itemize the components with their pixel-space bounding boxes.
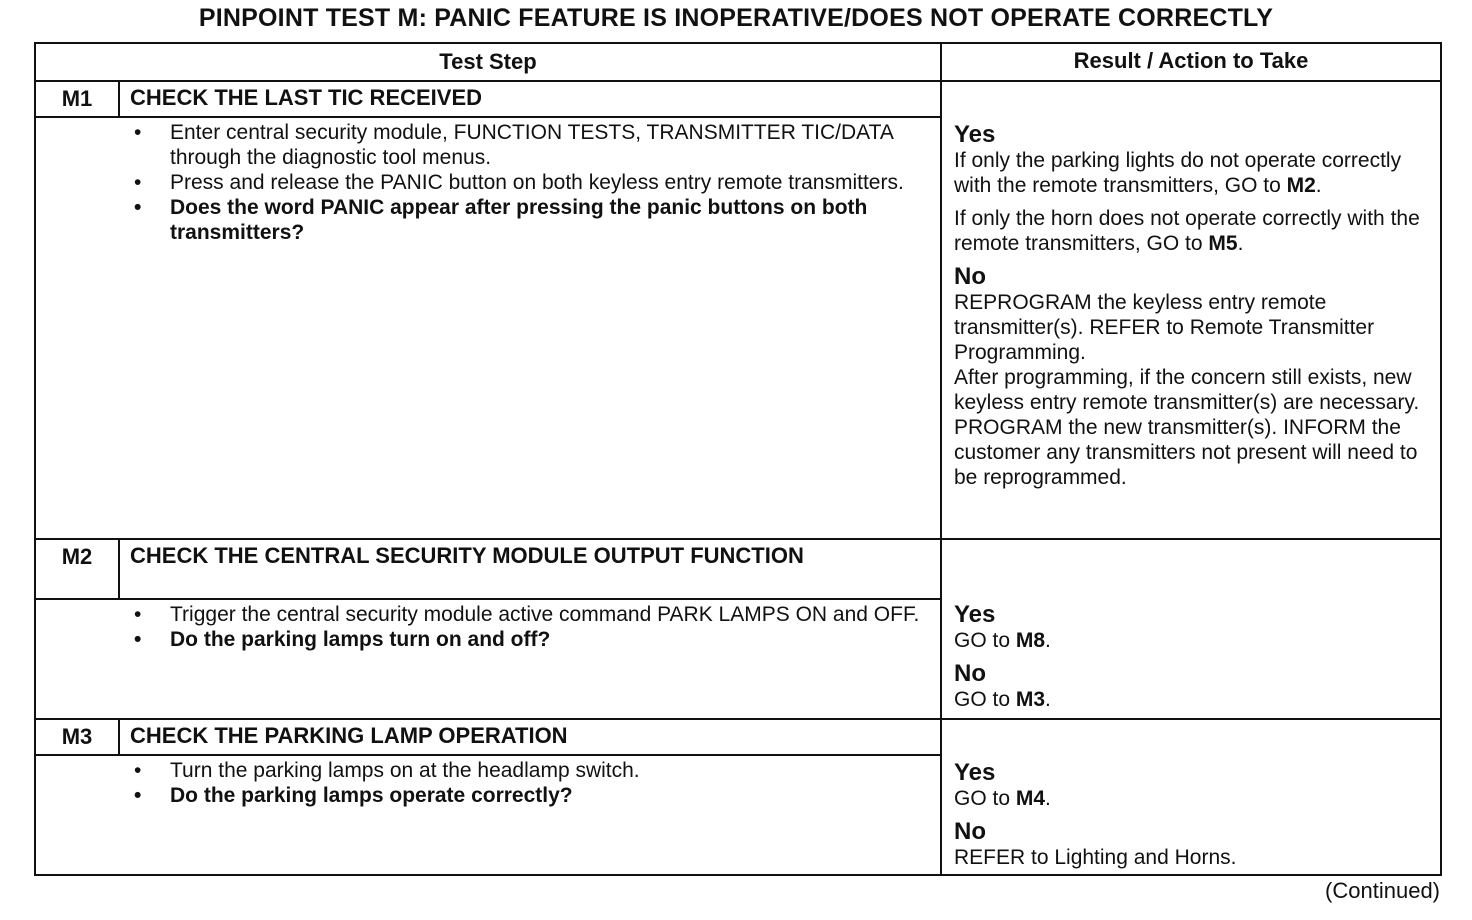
- table-row: [36, 540, 1440, 720]
- yes-result: GO to M4.: [954, 787, 1051, 810]
- step-question: • Do the parking lamps operate correctly?: [130, 783, 940, 808]
- step-title: CHECK THE CENTRAL SECURITY MODULE OUTPUT FUNCTION: [130, 543, 804, 568]
- no-result: GO to M3.: [954, 688, 1051, 711]
- result-cell: [942, 540, 1440, 718]
- yes-result: GO to M8.: [954, 629, 1051, 652]
- test-step-cell: [36, 82, 942, 538]
- step-header: [36, 720, 940, 756]
- step-bullet: • Trigger the central security module active command PARK LAMPS ON and OFF.: [130, 602, 940, 627]
- pinpoint-test-table: [34, 42, 1442, 876]
- no-result: REPROGRAM the keyless entry remote transmitter(s). REFER to Remote Transmitter Programming.: [954, 291, 1375, 364]
- yes-result: If only the horn does not operate correctly with the remote transmitters, GO to M5.: [954, 207, 1420, 255]
- step-id: M1: [36, 82, 120, 116]
- test-step-header: Test Step: [36, 44, 942, 80]
- result-action-header: Result / Action to Take: [1073, 48, 1309, 73]
- step-bullet: • Press and release the PANIC button on both keyless entry remote transmitters.: [130, 170, 940, 195]
- no-result: After programming, if the concern still exists, new keyless entry remote transmitter(s) are necessary. PROGRAM the new transmitter(s). INFORM the customer any transmitters not present will need to be reprogrammed.: [954, 366, 1420, 489]
- step-body: [36, 756, 940, 874]
- table-row: [36, 720, 1440, 874]
- step-body: [36, 600, 940, 718]
- yes-label: Yes: [954, 601, 996, 628]
- step-bullet: • Enter central security module, FUNCTION TESTS, TRANSMITTER TIC/DATA through the diagnostic tool menus.: [130, 120, 940, 170]
- step-header: [36, 540, 940, 600]
- step-ref[interactable]: M2: [1286, 174, 1316, 197]
- continued-note: (Continued): [1325, 878, 1440, 903]
- step-question: • Does the word PANIC appear after pressing the panic buttons on both transmitters?: [130, 195, 940, 245]
- step-title: CHECK THE LAST TIC RECEIVED: [130, 85, 483, 110]
- step-title: CHECK THE PARKING LAMP OPERATION: [130, 723, 568, 748]
- yes-result: If only the parking lights do not operate correctly with the remote transmitters, GO to M2.: [954, 149, 1402, 197]
- yes-label: Yes: [954, 759, 996, 786]
- step-id: M3: [36, 720, 120, 754]
- test-step-cell: [36, 540, 942, 718]
- table-header: [36, 44, 1440, 82]
- no-label: No: [954, 660, 986, 687]
- step-question: • Do the parking lamps turn on and off?: [130, 627, 940, 652]
- step-ref[interactable]: M4: [1015, 787, 1046, 810]
- step-ref[interactable]: M5: [1208, 232, 1238, 255]
- result-cell: [942, 720, 1440, 874]
- table-row: [36, 82, 1440, 540]
- step-ref[interactable]: M8: [1015, 629, 1046, 652]
- no-label: No: [954, 263, 986, 290]
- page-title: PINPOINT TEST M: PANIC FEATURE IS INOPERATIVE/DOES NOT OPERATE CORRECTLY: [198, 4, 1274, 32]
- step-bullet: • Turn the parking lamps on at the headlamp switch.: [130, 758, 940, 783]
- yes-label: Yes: [954, 121, 996, 148]
- step-header: [36, 82, 940, 118]
- no-result: REFER to Lighting and Horns.: [954, 846, 1237, 869]
- step-ref[interactable]: M3: [1015, 688, 1046, 711]
- result-cell: [942, 82, 1440, 538]
- step-id: M2: [36, 540, 120, 598]
- step-body: [36, 118, 940, 538]
- test-step-cell: [36, 720, 942, 874]
- no-label: No: [954, 818, 986, 845]
